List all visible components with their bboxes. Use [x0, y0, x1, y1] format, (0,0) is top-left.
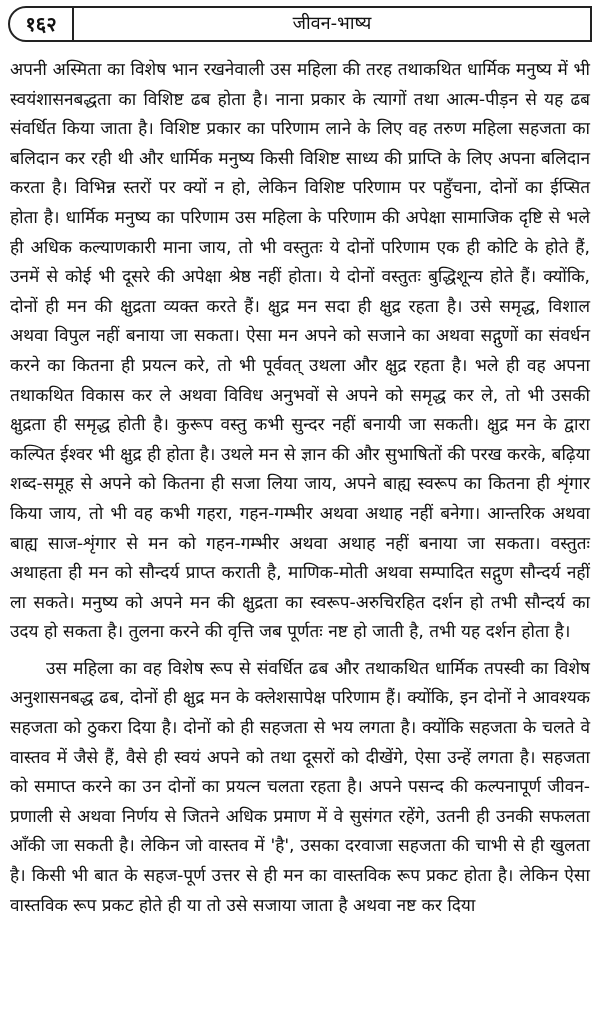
paragraph-1: अपनी अस्मिता का विशेष भान रखनेवाली उस महिला की तरह तथाकथित धार्मिक मनुष्य में भी स्वयंशासनबद्धता का विशिष्ट ढब होता है। नाना प्रकार के त्यागों तथा आत्म-पीड़न से यह ढब संवर्धित किया जाता है। विशिष्ट प्रकार का परिणाम लाने के लिए वह तरुण महिला सहजता का बलिदान कर रही थी और धार्मिक मनुष्य किसी विशिष्ट साध्य की प्राप्ति के लिए अपना बलिदान करता है। विभिन्न स्तरों पर क्यों न हो, लेकिन विशिष्ट परिणाम पर पहुँचना, दोनों का ईप्सित होता है। धार्मिक मनुष्य का परिणाम उस महिला के परिणाम की अपेक्षा सामाजिक दृष्टि से भले ही अधिक कल्याणकारी माना जाय, तो भी वस्तुतः ये दोनों परिणाम एक ही कोटि के होते हैं, उनमें से कोई भी दूसरे की अपेक्षा श्रेष्ठ नहीं होता। ये दोनों वस्तुतः बुद्धिशून्य होते हैं। क्योंकि, दोनों ही मन की क्षुद्रता व्यक्त करते हैं। क्षुद्र मन सदा ही क्षुद्र रहता है। उसे समृद्ध, विशाल अथवा विपुल नहीं बनाया जा सकता। ऐसा मन अपने को सजाने का अथवा सद्गुणों का संवर्धन करने का कितना ही प्रयत्न करे, तो भी पूर्ववत् उथला और क्षुद्र रहता है। भले ही वह अपना तथाकथित विकास कर ले अथवा विविध अनुभवों से अपने को समृद्ध कर ले, तो भी उसकी क्षुद्रता ही समृद्ध होती है। कुरूप वस्तु कभी सुन्दर नहीं बनायी जा सकती। क्षुद्र मन के द्वारा कल्पित ईश्वर भी क्षुद्र ही होता है। उथले मन से ज्ञान की और सुभाषितों की परख करके, बढ़िया शब्द-समूह से अपने को कितना ही सजा लिया जाय, अपने बाह्य स्वरूप का कितना ही शृंगार किया जाय, तो भी वह कभी गहरा, गहन-गम्भीर अथवा अथाह नहीं बनेगा। आन्तरिक अथवा बाह्य साज-शृंगार से मन को गहन-गम्भीर अथवा अथाह नहीं बनाया जा सकता। वस्तुतः अथाहता ही मन को सौन्दर्य प्राप्त कराती है, माणिक-मोती अथवा सम्पादित सद्गुण सौन्दर्य नहीं ला सकते। मनुष्य को अपने मन की क्षुद्रता का स्वरूप-अरुचिरहित दर्शन हो तभी सौन्दर्य का उदय हो सकता है। तुलना करने की वृत्ति जब पूर्णतः नष्ट हो जाती है, तभी यह दर्शन होता है।	[10, 60, 590, 643]
page-header	[8, 6, 592, 42]
running-title: जीवन-भाष्य	[292, 13, 372, 34]
page-number: १६२	[10, 8, 74, 40]
paragraph-2: उस महिला का वह विशेष रूप से संवर्धित ढब और तथाकथित धार्मिक तपस्वी का विशेष अनुशासनबद्ध ढब, दोनों ही क्षुद्र मन के क्लेशसापेक्ष परिणाम हैं। क्योंकि, इन दोनों ने आवश्यक सहजता को ठुकरा दिया है। दोनों को ही सहजता से भय लगता है। क्योंकि सहजता के चलते वे वास्तव में जैसे हैं, वैसे ही स्वयं अपने को तथा दूसरों को दीखेंगे, ऐसा उन्हें लगता है। सहजता को समाप्त करने का उन दोनों का प्रयत्न चलता रहता है। अपने पसन्द की कल्पनापूर्ण जीवन-प्रणाली से अथवा निर्णय से जितने अधिक प्रमाण में वे सुसंगत रहेंगे, उतनी ही उनकी सफलता आँकी जा सकती है। लेकिन जो वास्तव में 'है', उसका दरवाजा सहजता की चाभी से ही खुलता है। किसी भी बात के सहज-पूर्ण उत्तर से ही मन का वास्तविक रूप प्रकट होता है। लेकिन ऐसा वास्तविक रूप प्रकट होते ही या तो उसे सजाया जाता है अथवा नष्ट कर दिया	[10, 658, 590, 916]
body-text	[10, 56, 590, 921]
